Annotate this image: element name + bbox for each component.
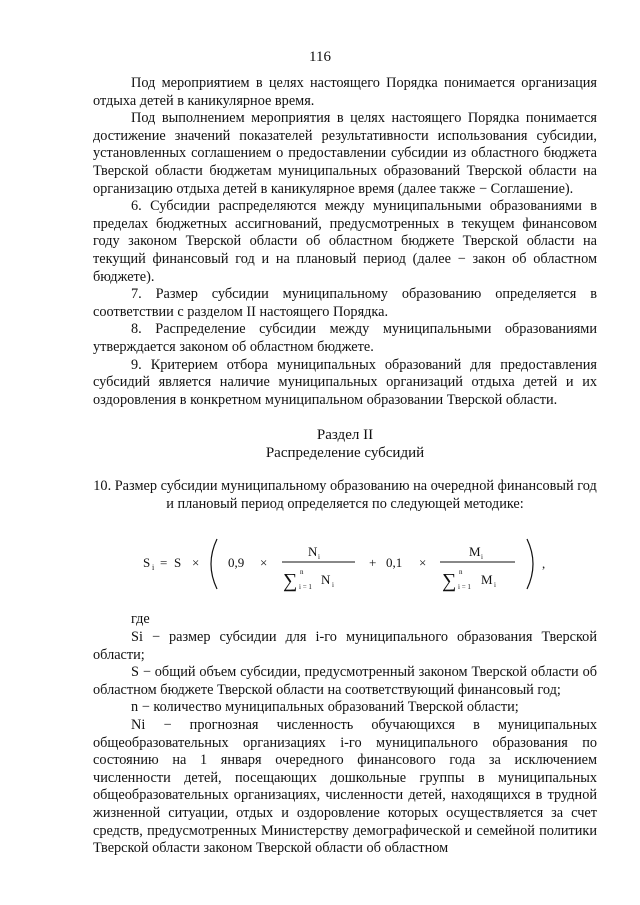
paragraph: 8. Распределение субсидии между муниципальными образованиями утверждается законом об областном бюджете. xyxy=(93,321,597,355)
fraction-1-den: N xyxy=(321,572,331,588)
fraction-2-den-sub: i xyxy=(494,581,496,590)
sigma-1-top: n xyxy=(300,568,304,577)
fraction-2-num-sub: i xyxy=(481,553,483,562)
definition-item: S − общий объем субсидии, предусмотренный законом Тверской области об областном бюджете Тверской области на соответствующий финансовый год; xyxy=(93,664,597,698)
document-body xyxy=(93,75,597,858)
formula-plus: + xyxy=(369,555,377,571)
sigma-2-bottom: i = 1 xyxy=(458,583,471,592)
definition-item: Si − размер субсидии для i-го муниципального образования Тверской области; xyxy=(93,629,597,663)
formula-lhs-sub: i xyxy=(152,563,155,573)
definition-item: n − количество муниципальных образований Тверской области; xyxy=(131,699,519,716)
page-number: 116 xyxy=(309,49,331,65)
definition-item: Ni − прогнозная численность обучающихся в муниципальных общеобразовательных организациях i-го муниципального образования по состоянию на 1 января очередного финансового года за исключением численности детей, посещающих дошкольные группы в муниципальных общеобразовательных организациях, численности детей, находящихся в трудной жизненной ситуации, отдых и оздоровление которых осуществляется за счет средств, предусмотренных Министерству демографической и семейной политики Тверской области законом Тверской области об областном xyxy=(93,717,597,857)
paragraph: Под мероприятием в целях настоящего Порядка понимается организация отдыха детей в каникулярное время. xyxy=(93,75,597,109)
fraction-1-den-sub: i xyxy=(332,581,334,590)
formula-times-1: × xyxy=(192,555,200,571)
fraction-2-den: M xyxy=(481,572,493,588)
fraction-1-num: N xyxy=(308,544,318,560)
section-heading xyxy=(93,426,597,462)
right-paren xyxy=(527,539,533,589)
paragraph: 9. Критерием отбора муниципальных образований для предоставления субсидий является наличие муниципальных организаций отдыха детей и их оздоровления в конкретном муниципальном образовании Тверской области. xyxy=(93,356,597,408)
formula-times-3: × xyxy=(419,555,427,571)
section-title: Раздел II xyxy=(316,427,374,444)
formula-eq: = xyxy=(160,555,168,571)
sigma-1: ∑ xyxy=(283,570,298,593)
paragraph: 6. Субсидии распределяются между муниципальными образованиями в пределах бюджетных ассигнований, предусмотренных в текущем финансовом году законом Тверской области об областном бюджете Тверской области на текущий финансовый год и на плановый период (далее − закон об областном бюджете). xyxy=(93,198,597,285)
left-paren xyxy=(211,539,217,589)
formula-coef-1: 0,9 xyxy=(228,555,245,571)
section-subtitle: Распределение субсидий xyxy=(265,445,425,462)
formula-lhs: S xyxy=(143,555,151,571)
sigma-2: ∑ xyxy=(442,570,457,593)
where-label: где xyxy=(131,611,150,628)
subsidy-formula xyxy=(143,527,583,601)
formula-times-2: × xyxy=(260,555,268,571)
sigma-1-bottom: i = 1 xyxy=(299,583,312,592)
sigma-2-top: n xyxy=(459,568,463,577)
methodology-intro: 10. Размер субсидии муниципальному образованию на очередной финансовый год и плановый период определяется по следующей методике: xyxy=(93,478,597,512)
fraction-2-num: M xyxy=(469,544,481,560)
formula-coef-2: 0,1 xyxy=(386,555,403,571)
formula-s: S xyxy=(174,555,182,571)
paragraph: Под выполнением мероприятия в целях настоящего Порядка понимается достижение значений показателей результативности использования субсидии, установленных соглашением о предоставлении субсидии из областного бюджета Тверской области бюджетам муниципальных образований Тверской области на организацию отдыха детей в каникулярное время (далее также − Соглашение). xyxy=(93,110,597,197)
paragraph: 7. Размер субсидии муниципальному образованию определяется в соответствии с разделом II настоящего Порядка. xyxy=(93,286,597,320)
fraction-1-num-sub: i xyxy=(318,553,320,562)
formula-comma: , xyxy=(542,556,546,572)
